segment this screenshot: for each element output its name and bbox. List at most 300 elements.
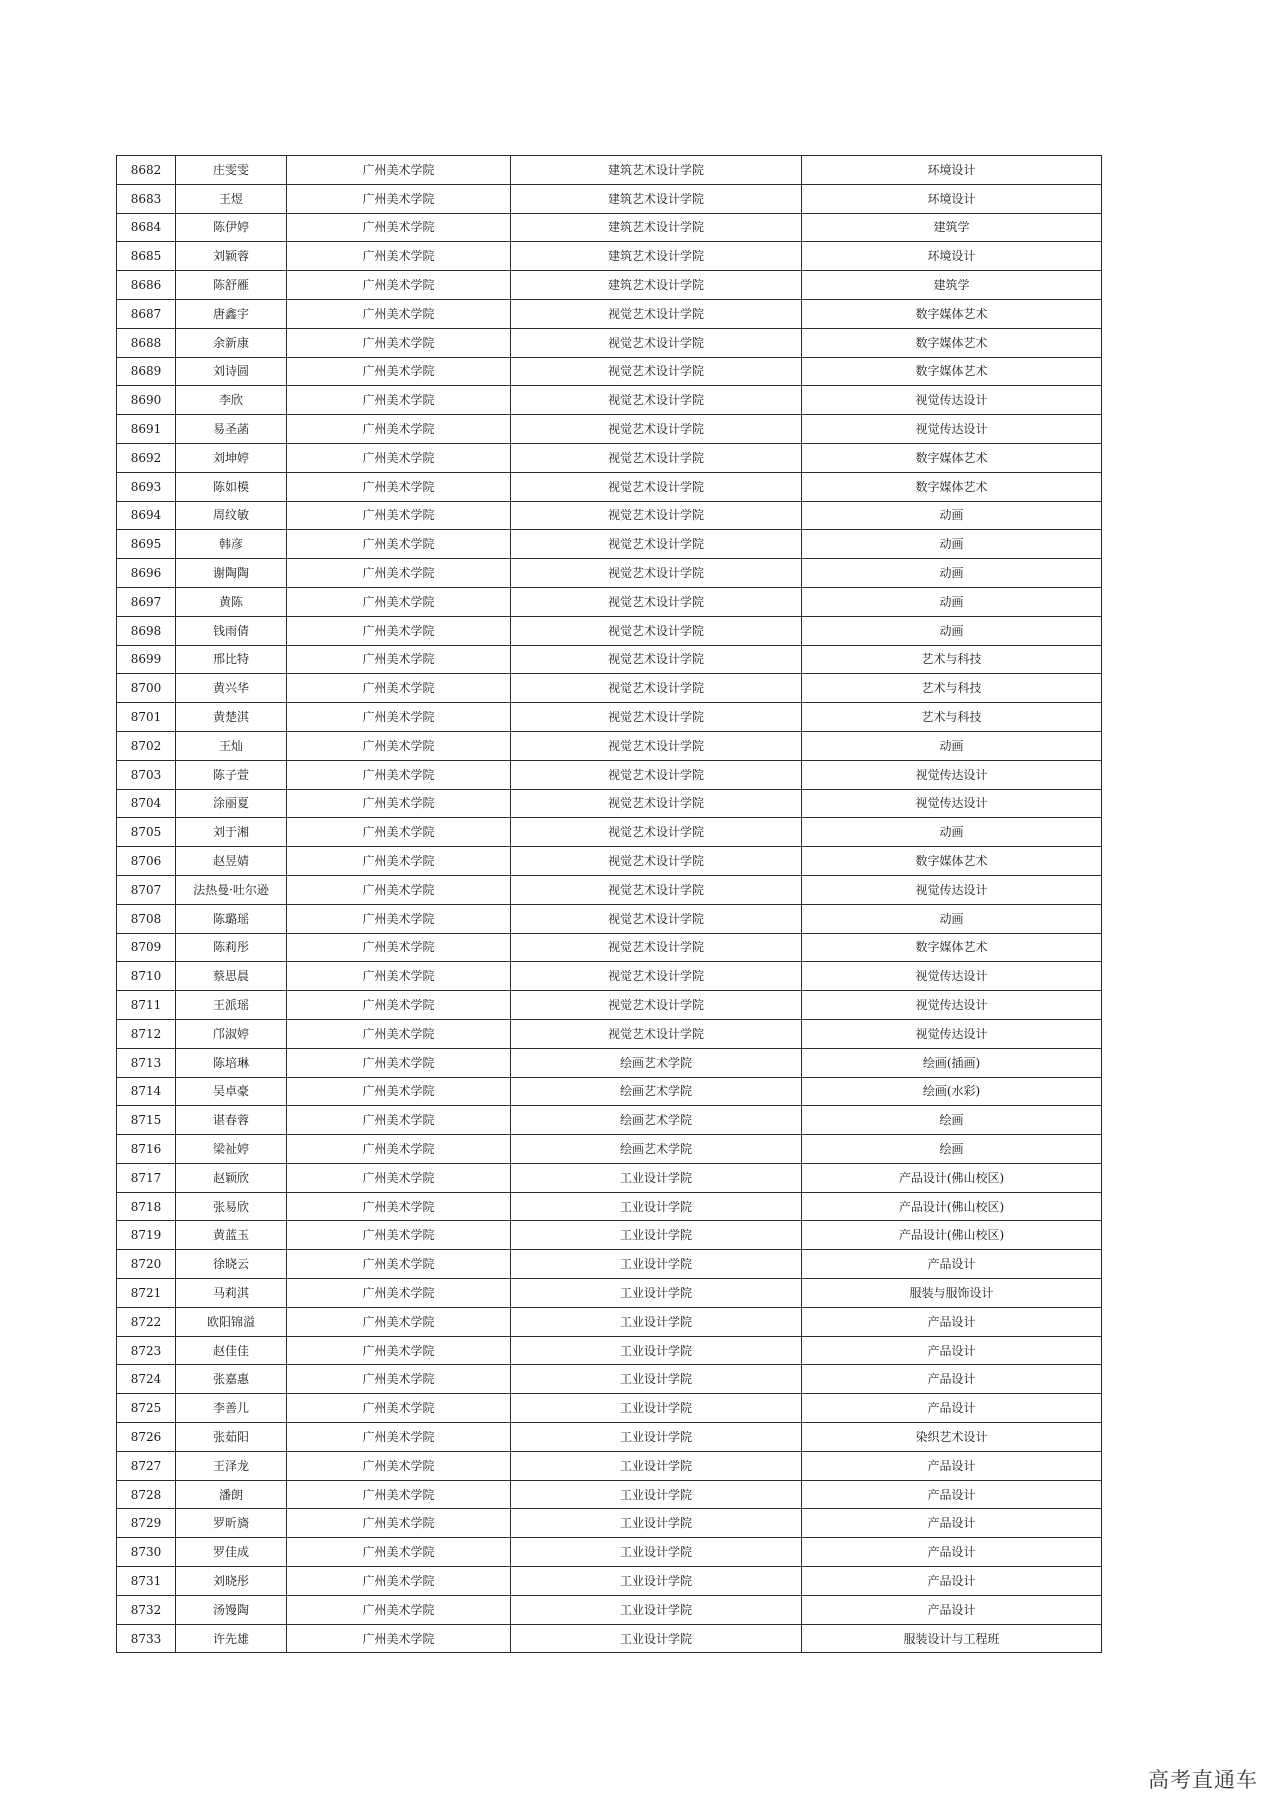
major-cell: 服装设计与工程班 <box>802 1624 1102 1653</box>
major-cell: 数字媒体艺术 <box>802 847 1102 876</box>
table-row <box>117 875 1102 904</box>
student-name-cell: 余新康 <box>176 328 287 357</box>
student-name-cell: 王派瑶 <box>176 991 287 1020</box>
college-cell: 视觉艺术设计学院 <box>511 559 802 588</box>
student-name-cell: 黄陈 <box>176 587 287 616</box>
college-cell: 建筑艺术设计学院 <box>511 213 802 242</box>
student-name-cell: 刘颖蓉 <box>176 242 287 271</box>
school-cell: 广州美术学院 <box>287 1163 511 1192</box>
student-name-cell: 王泽龙 <box>176 1451 287 1480</box>
school-cell: 广州美术学院 <box>287 1106 511 1135</box>
major-cell: 产品设计(佛山校区) <box>802 1163 1102 1192</box>
student-name-cell: 梁祉婷 <box>176 1135 287 1164</box>
student-name-cell: 钱雨倩 <box>176 616 287 645</box>
college-cell: 视觉艺术设计学院 <box>511 991 802 1020</box>
major-cell: 产品设计 <box>802 1451 1102 1480</box>
student-name-cell: 陈舒雁 <box>176 271 287 300</box>
school-cell: 广州美术学院 <box>287 559 511 588</box>
row-number-cell: 8684 <box>117 213 176 242</box>
school-cell: 广州美术学院 <box>287 184 511 213</box>
table-row <box>117 213 1102 242</box>
table-row <box>117 904 1102 933</box>
row-number-cell: 8699 <box>117 645 176 674</box>
college-cell: 视觉艺术设计学院 <box>511 616 802 645</box>
school-cell: 广州美术学院 <box>287 415 511 444</box>
major-cell: 动画 <box>802 501 1102 530</box>
table-row <box>117 674 1102 703</box>
college-cell: 工业设计学院 <box>511 1595 802 1624</box>
school-cell: 广州美术学院 <box>287 760 511 789</box>
row-number-cell: 8710 <box>117 962 176 991</box>
table-row <box>117 703 1102 732</box>
student-name-cell: 赵颖欣 <box>176 1163 287 1192</box>
college-cell: 工业设计学院 <box>511 1624 802 1653</box>
table-row <box>117 1163 1102 1192</box>
table-row <box>117 1451 1102 1480</box>
school-cell: 广州美术学院 <box>287 1451 511 1480</box>
table-row <box>117 1192 1102 1221</box>
student-name-cell: 吴卓豪 <box>176 1077 287 1106</box>
table-row <box>117 789 1102 818</box>
college-cell: 工业设计学院 <box>511 1480 802 1509</box>
table-row <box>117 1567 1102 1596</box>
student-name-cell: 谢陶陶 <box>176 559 287 588</box>
college-cell: 视觉艺术设计学院 <box>511 760 802 789</box>
row-number-cell: 8685 <box>117 242 176 271</box>
major-cell: 产品设计 <box>802 1480 1102 1509</box>
row-number-cell: 8682 <box>117 156 176 185</box>
row-number-cell: 8708 <box>117 904 176 933</box>
school-cell: 广州美术学院 <box>287 443 511 472</box>
school-cell: 广州美术学院 <box>287 674 511 703</box>
table-row <box>117 933 1102 962</box>
major-cell: 动画 <box>802 818 1102 847</box>
student-name-cell: 赵昱婧 <box>176 847 287 876</box>
major-cell: 艺术与科技 <box>802 703 1102 732</box>
table-row <box>117 1336 1102 1365</box>
student-name-cell: 徐晓云 <box>176 1250 287 1279</box>
major-cell: 视觉传达设计 <box>802 415 1102 444</box>
row-number-cell: 8711 <box>117 991 176 1020</box>
major-cell: 产品设计 <box>802 1509 1102 1538</box>
table-row <box>117 818 1102 847</box>
college-cell: 工业设计学院 <box>511 1423 802 1452</box>
student-name-cell: 赵佳佳 <box>176 1336 287 1365</box>
major-cell: 数字媒体艺术 <box>802 328 1102 357</box>
major-cell: 艺术与科技 <box>802 674 1102 703</box>
school-cell: 广州美术学院 <box>287 818 511 847</box>
school-cell: 广州美术学院 <box>287 156 511 185</box>
major-cell: 绘画 <box>802 1106 1102 1135</box>
major-cell: 视觉传达设计 <box>802 962 1102 991</box>
student-name-cell: 刘坤婷 <box>176 443 287 472</box>
school-cell: 广州美术学院 <box>287 1019 511 1048</box>
school-cell: 广州美术学院 <box>287 530 511 559</box>
row-number-cell: 8730 <box>117 1538 176 1567</box>
school-cell: 广州美术学院 <box>287 213 511 242</box>
school-cell: 广州美术学院 <box>287 1307 511 1336</box>
table-row <box>117 616 1102 645</box>
row-number-cell: 8725 <box>117 1394 176 1423</box>
row-number-cell: 8687 <box>117 299 176 328</box>
student-name-cell: 陈如模 <box>176 472 287 501</box>
student-name-cell: 陈莉彤 <box>176 933 287 962</box>
major-cell: 染织艺术设计 <box>802 1423 1102 1452</box>
table-row <box>117 1307 1102 1336</box>
table-row <box>117 443 1102 472</box>
college-cell: 工业设计学院 <box>511 1451 802 1480</box>
college-cell: 视觉艺术设计学院 <box>511 443 802 472</box>
admission-list-table <box>116 155 1102 1653</box>
row-number-cell: 8691 <box>117 415 176 444</box>
major-cell: 动画 <box>802 559 1102 588</box>
row-number-cell: 8696 <box>117 559 176 588</box>
row-number-cell: 8720 <box>117 1250 176 1279</box>
school-cell: 广州美术学院 <box>287 1192 511 1221</box>
table-row <box>117 1019 1102 1048</box>
college-cell: 视觉艺术设计学院 <box>511 818 802 847</box>
table-row <box>117 847 1102 876</box>
student-name-cell: 黄蓝玉 <box>176 1221 287 1250</box>
watermark-logo-text: 高考直通车 <box>1148 1768 1258 1792</box>
school-cell: 广州美术学院 <box>287 962 511 991</box>
row-number-cell: 8732 <box>117 1595 176 1624</box>
row-number-cell: 8733 <box>117 1624 176 1653</box>
row-number-cell: 8731 <box>117 1567 176 1596</box>
row-number-cell: 8701 <box>117 703 176 732</box>
table-row <box>117 1423 1102 1452</box>
college-cell: 建筑艺术设计学院 <box>511 271 802 300</box>
student-name-cell: 谌春蓉 <box>176 1106 287 1135</box>
student-name-cell: 王煜 <box>176 184 287 213</box>
school-cell: 广州美术学院 <box>287 1595 511 1624</box>
school-cell: 广州美术学院 <box>287 904 511 933</box>
major-cell: 绘画 <box>802 1135 1102 1164</box>
student-name-cell: 李欣 <box>176 386 287 415</box>
major-cell: 视觉传达设计 <box>802 789 1102 818</box>
college-cell: 视觉艺术设计学院 <box>511 357 802 386</box>
table-body <box>117 156 1102 1653</box>
school-cell: 广州美术学院 <box>287 1077 511 1106</box>
school-cell: 广州美术学院 <box>287 1509 511 1538</box>
college-cell: 视觉艺术设计学院 <box>511 904 802 933</box>
table-row <box>117 760 1102 789</box>
table-row <box>117 587 1102 616</box>
student-name-cell: 张易欣 <box>176 1192 287 1221</box>
major-cell: 建筑学 <box>802 213 1102 242</box>
major-cell: 数字媒体艺术 <box>802 443 1102 472</box>
student-name-cell: 张嘉惠 <box>176 1365 287 1394</box>
school-cell: 广州美术学院 <box>287 789 511 818</box>
college-cell: 视觉艺术设计学院 <box>511 299 802 328</box>
table-row <box>117 184 1102 213</box>
row-number-cell: 8719 <box>117 1221 176 1250</box>
school-cell: 广州美术学院 <box>287 1336 511 1365</box>
table-row <box>117 1048 1102 1077</box>
college-cell: 工业设计学院 <box>511 1250 802 1279</box>
major-cell: 数字媒体艺术 <box>802 472 1102 501</box>
student-name-cell: 罗佳成 <box>176 1538 287 1567</box>
major-cell: 数字媒体艺术 <box>802 357 1102 386</box>
row-number-cell: 8689 <box>117 357 176 386</box>
row-number-cell: 8704 <box>117 789 176 818</box>
table-row <box>117 299 1102 328</box>
table-row <box>117 271 1102 300</box>
table-row <box>117 1135 1102 1164</box>
student-name-cell: 唐鑫宇 <box>176 299 287 328</box>
college-cell: 工业设计学院 <box>511 1509 802 1538</box>
student-name-cell: 陈培琳 <box>176 1048 287 1077</box>
table-row <box>117 962 1102 991</box>
table-row <box>117 530 1102 559</box>
row-number-cell: 8709 <box>117 933 176 962</box>
row-number-cell: 8705 <box>117 818 176 847</box>
table-row <box>117 328 1102 357</box>
student-name-cell: 李善儿 <box>176 1394 287 1423</box>
row-number-cell: 8702 <box>117 731 176 760</box>
college-cell: 视觉艺术设计学院 <box>511 645 802 674</box>
major-cell: 产品设计 <box>802 1394 1102 1423</box>
table-row <box>117 731 1102 760</box>
school-cell: 广州美术学院 <box>287 242 511 271</box>
college-cell: 工业设计学院 <box>511 1336 802 1365</box>
major-cell: 产品设计 <box>802 1365 1102 1394</box>
major-cell: 产品设计 <box>802 1307 1102 1336</box>
row-number-cell: 8690 <box>117 386 176 415</box>
school-cell: 广州美术学院 <box>287 991 511 1020</box>
row-number-cell: 8686 <box>117 271 176 300</box>
student-name-cell: 刘诗圆 <box>176 357 287 386</box>
student-name-cell: 刘于湘 <box>176 818 287 847</box>
major-cell: 产品设计 <box>802 1336 1102 1365</box>
student-name-cell: 潘朗 <box>176 1480 287 1509</box>
college-cell: 视觉艺术设计学院 <box>511 587 802 616</box>
student-name-cell: 周纹敏 <box>176 501 287 530</box>
row-number-cell: 8727 <box>117 1451 176 1480</box>
college-cell: 视觉艺术设计学院 <box>511 501 802 530</box>
row-number-cell: 8693 <box>117 472 176 501</box>
student-name-cell: 法热曼·吐尔逊 <box>176 875 287 904</box>
table-row <box>117 386 1102 415</box>
school-cell: 广州美术学院 <box>287 1250 511 1279</box>
major-cell: 绘画(插画) <box>802 1048 1102 1077</box>
major-cell: 视觉传达设计 <box>802 1019 1102 1048</box>
row-number-cell: 8718 <box>117 1192 176 1221</box>
college-cell: 视觉艺术设计学院 <box>511 472 802 501</box>
row-number-cell: 8703 <box>117 760 176 789</box>
student-name-cell: 汤馒陶 <box>176 1595 287 1624</box>
major-cell: 动画 <box>802 587 1102 616</box>
major-cell: 数字媒体艺术 <box>802 933 1102 962</box>
student-name-cell: 易圣菡 <box>176 415 287 444</box>
student-name-cell: 刘晓彤 <box>176 1567 287 1596</box>
student-name-cell: 陈伊婷 <box>176 213 287 242</box>
major-cell: 绘画(水彩) <box>802 1077 1102 1106</box>
student-name-cell: 陈璐瑶 <box>176 904 287 933</box>
college-cell: 建筑艺术设计学院 <box>511 156 802 185</box>
table-row <box>117 1394 1102 1423</box>
major-cell: 产品设计 <box>802 1250 1102 1279</box>
table-row <box>117 472 1102 501</box>
school-cell: 广州美术学院 <box>287 1538 511 1567</box>
student-name-cell: 庄雯雯 <box>176 156 287 185</box>
school-cell: 广州美术学院 <box>287 299 511 328</box>
table-row <box>117 156 1102 185</box>
row-number-cell: 8694 <box>117 501 176 530</box>
student-name-cell: 陈子萱 <box>176 760 287 789</box>
row-number-cell: 8726 <box>117 1423 176 1452</box>
college-cell: 视觉艺术设计学院 <box>511 731 802 760</box>
college-cell: 工业设计学院 <box>511 1394 802 1423</box>
major-cell: 环境设计 <box>802 184 1102 213</box>
school-cell: 广州美术学院 <box>287 1221 511 1250</box>
college-cell: 视觉艺术设计学院 <box>511 328 802 357</box>
major-cell: 服装与服饰设计 <box>802 1279 1102 1308</box>
student-name-cell: 蔡思晨 <box>176 962 287 991</box>
school-cell: 广州美术学院 <box>287 386 511 415</box>
table-row <box>117 1106 1102 1135</box>
college-cell: 视觉艺术设计学院 <box>511 875 802 904</box>
school-cell: 广州美术学院 <box>287 472 511 501</box>
table-row <box>117 1595 1102 1624</box>
major-cell: 产品设计(佛山校区) <box>802 1192 1102 1221</box>
school-cell: 广州美术学院 <box>287 1048 511 1077</box>
student-name-cell: 马莉淇 <box>176 1279 287 1308</box>
school-cell: 广州美术学院 <box>287 1135 511 1164</box>
college-cell: 工业设计学院 <box>511 1163 802 1192</box>
table-row <box>117 1221 1102 1250</box>
school-cell: 广州美术学院 <box>287 847 511 876</box>
college-cell: 工业设计学院 <box>511 1192 802 1221</box>
school-cell: 广州美术学院 <box>287 1423 511 1452</box>
table-row <box>117 1624 1102 1653</box>
school-cell: 广州美术学院 <box>287 357 511 386</box>
major-cell: 视觉传达设计 <box>802 991 1102 1020</box>
student-name-cell: 邢比特 <box>176 645 287 674</box>
major-cell: 建筑学 <box>802 271 1102 300</box>
student-name-cell: 许先雄 <box>176 1624 287 1653</box>
school-cell: 广州美术学院 <box>287 731 511 760</box>
school-cell: 广州美术学院 <box>287 645 511 674</box>
college-cell: 绘画艺术学院 <box>511 1077 802 1106</box>
school-cell: 广州美术学院 <box>287 587 511 616</box>
college-cell: 绘画艺术学院 <box>511 1048 802 1077</box>
student-name-cell: 涂丽夏 <box>176 789 287 818</box>
college-cell: 工业设计学院 <box>511 1307 802 1336</box>
row-number-cell: 8724 <box>117 1365 176 1394</box>
college-cell: 工业设计学院 <box>511 1365 802 1394</box>
school-cell: 广州美术学院 <box>287 1394 511 1423</box>
college-cell: 建筑艺术设计学院 <box>511 184 802 213</box>
major-cell: 产品设计 <box>802 1595 1102 1624</box>
major-cell: 动画 <box>802 904 1102 933</box>
student-name-cell: 欧阳锦溢 <box>176 1307 287 1336</box>
row-number-cell: 8716 <box>117 1135 176 1164</box>
row-number-cell: 8707 <box>117 875 176 904</box>
table-row <box>117 559 1102 588</box>
college-cell: 工业设计学院 <box>511 1567 802 1596</box>
table-row <box>117 1279 1102 1308</box>
table-row <box>117 1538 1102 1567</box>
student-name-cell: 黄楚淇 <box>176 703 287 732</box>
school-cell: 广州美术学院 <box>287 1624 511 1653</box>
school-cell: 广州美术学院 <box>287 703 511 732</box>
row-number-cell: 8717 <box>117 1163 176 1192</box>
row-number-cell: 8698 <box>117 616 176 645</box>
major-cell: 视觉传达设计 <box>802 875 1102 904</box>
table-row <box>117 501 1102 530</box>
table-row <box>117 1509 1102 1538</box>
college-cell: 视觉艺术设计学院 <box>511 674 802 703</box>
college-cell: 视觉艺术设计学院 <box>511 789 802 818</box>
row-number-cell: 8714 <box>117 1077 176 1106</box>
student-name-cell: 邝淑婷 <box>176 1019 287 1048</box>
major-cell: 产品设计 <box>802 1567 1102 1596</box>
major-cell: 产品设计(佛山校区) <box>802 1221 1102 1250</box>
table-row <box>117 645 1102 674</box>
college-cell: 绘画艺术学院 <box>511 1135 802 1164</box>
major-cell: 环境设计 <box>802 242 1102 271</box>
row-number-cell: 8721 <box>117 1279 176 1308</box>
row-number-cell: 8706 <box>117 847 176 876</box>
row-number-cell: 8722 <box>117 1307 176 1336</box>
table-row <box>117 991 1102 1020</box>
college-cell: 视觉艺术设计学院 <box>511 933 802 962</box>
student-name-cell: 罗昕旖 <box>176 1509 287 1538</box>
college-cell: 视觉艺术设计学院 <box>511 415 802 444</box>
school-cell: 广州美术学院 <box>287 875 511 904</box>
row-number-cell: 8692 <box>117 443 176 472</box>
school-cell: 广州美术学院 <box>287 1567 511 1596</box>
student-name-cell: 张茹阳 <box>176 1423 287 1452</box>
row-number-cell: 8715 <box>117 1106 176 1135</box>
college-cell: 视觉艺术设计学院 <box>511 1019 802 1048</box>
college-cell: 视觉艺术设计学院 <box>511 530 802 559</box>
school-cell: 广州美术学院 <box>287 501 511 530</box>
row-number-cell: 8729 <box>117 1509 176 1538</box>
major-cell: 环境设计 <box>802 156 1102 185</box>
school-cell: 广州美术学院 <box>287 616 511 645</box>
table-row <box>117 1365 1102 1394</box>
row-number-cell: 8695 <box>117 530 176 559</box>
school-cell: 广州美术学院 <box>287 271 511 300</box>
student-name-cell: 韩彦 <box>176 530 287 559</box>
table-row <box>117 415 1102 444</box>
table-row <box>117 1250 1102 1279</box>
college-cell: 工业设计学院 <box>511 1221 802 1250</box>
major-cell: 动画 <box>802 731 1102 760</box>
row-number-cell: 8697 <box>117 587 176 616</box>
table-row <box>117 357 1102 386</box>
row-number-cell: 8683 <box>117 184 176 213</box>
row-number-cell: 8728 <box>117 1480 176 1509</box>
college-cell: 工业设计学院 <box>511 1279 802 1308</box>
table-row <box>117 1077 1102 1106</box>
row-number-cell: 8723 <box>117 1336 176 1365</box>
school-cell: 广州美术学院 <box>287 1480 511 1509</box>
major-cell: 数字媒体艺术 <box>802 299 1102 328</box>
college-cell: 建筑艺术设计学院 <box>511 242 802 271</box>
college-cell: 工业设计学院 <box>511 1538 802 1567</box>
school-cell: 广州美术学院 <box>287 1279 511 1308</box>
school-cell: 广州美术学院 <box>287 1365 511 1394</box>
table-row <box>117 242 1102 271</box>
college-cell: 视觉艺术设计学院 <box>511 386 802 415</box>
college-cell: 视觉艺术设计学院 <box>511 847 802 876</box>
row-number-cell: 8700 <box>117 674 176 703</box>
college-cell: 视觉艺术设计学院 <box>511 703 802 732</box>
school-cell: 广州美术学院 <box>287 328 511 357</box>
